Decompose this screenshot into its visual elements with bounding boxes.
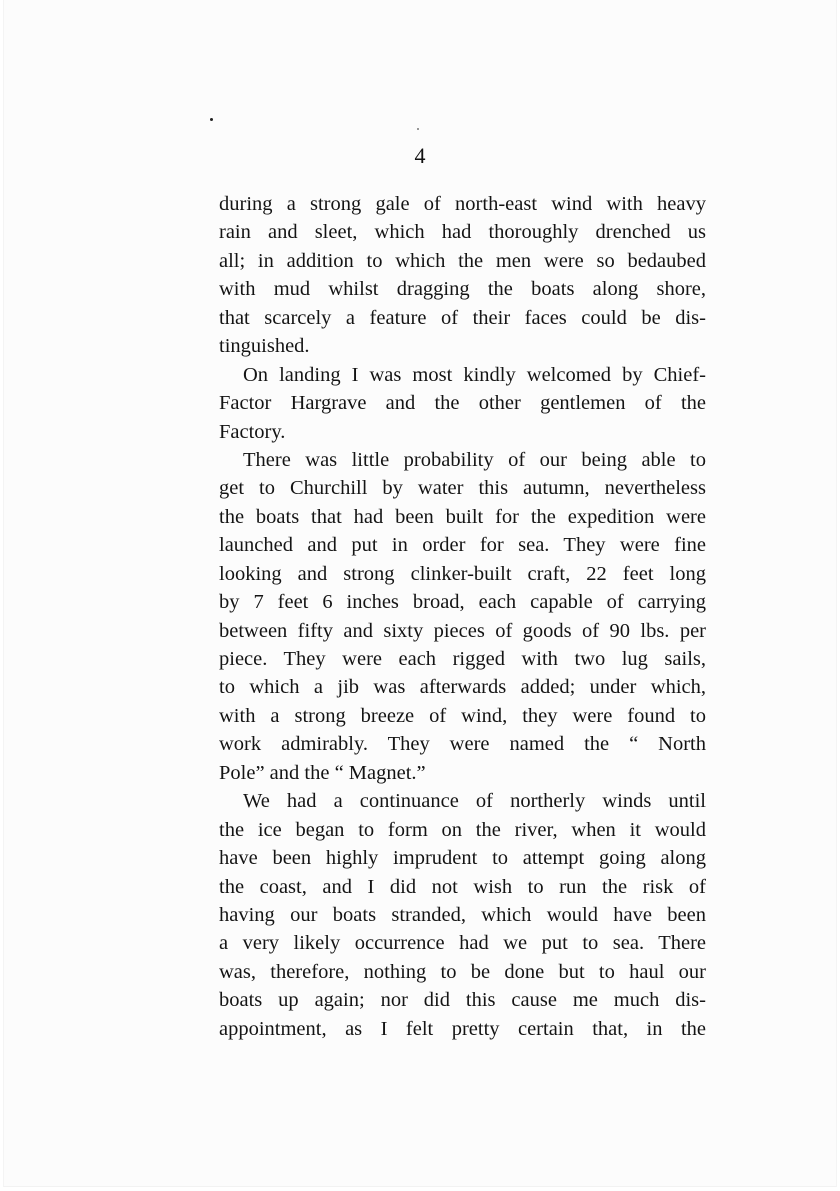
text-line: Factor Hargrave and the other gentlemen of the — [219, 392, 706, 415]
text-line: looking and strong clinker-built craft, 22 feet long — [219, 562, 706, 585]
text-line: having our boats stranded, which would have been — [219, 903, 706, 926]
text-line: rain and sleet, which had thoroughly drenched us — [219, 221, 706, 244]
text-line: There was little probability of our being able to — [243, 448, 706, 471]
scan-speck — [417, 128, 419, 130]
text-line: Factory. — [219, 420, 286, 443]
scan-speck — [210, 118, 213, 121]
text-line: Pole” and the “ Magnet.” — [219, 761, 426, 784]
text-line: was, therefore, nothing to be done but to haul our — [219, 960, 706, 983]
text-line: tinguished. — [219, 335, 310, 358]
text-line: by 7 feet 6 inches broad, each capable of carrying — [219, 591, 706, 614]
text-line: We had a continuance of northerly winds until — [243, 790, 706, 813]
paragraph — [219, 361, 706, 446]
text-line: launched and put in order for sea. They were fine — [219, 534, 706, 557]
text-line: during a strong gale of north-east wind with heavy — [219, 193, 706, 215]
text-line: appointment, as I felt pretty certain that, in the — [219, 1017, 706, 1040]
text-line: to which a jib was afterwards added; under which, — [219, 676, 706, 699]
text-line: get to Churchill by water this autumn, nevertheless — [219, 477, 706, 500]
text-line: have been highly imprudent to attempt going along — [219, 847, 706, 870]
text-line: all; in addition to which the men were so bedaubed — [219, 249, 706, 272]
paragraph — [219, 446, 706, 787]
text-line: piece. They were each rigged with two lug sails, — [219, 648, 706, 670]
text-line: between fifty and sixty pieces of goods of 90 lbs. per — [219, 619, 706, 642]
text-line: work admirably. They were named the “ North — [219, 733, 706, 756]
text-line: the boats that had been built for the expedition were — [219, 505, 706, 528]
text-line: the coast, and I did not wish to run the risk of — [219, 875, 706, 898]
body-text — [219, 190, 706, 1043]
text-line: On landing I was most kindly welcomed by Chief- — [243, 363, 706, 386]
text-line: with a strong breeze of wind, they were found to — [219, 704, 706, 727]
text-line: boats up again; nor did this cause me much dis- — [219, 989, 706, 1012]
page-number: 4 — [414, 143, 426, 168]
text-line: that scarcely a feature of their faces could be dis- — [219, 306, 706, 329]
paragraph — [219, 190, 706, 361]
text-line: with mud whilst dragging the boats along shore, — [219, 278, 706, 301]
paragraph — [219, 787, 706, 1043]
text-line: a very likely occurrence had we put to sea. There — [219, 932, 706, 955]
text-line: the ice began to form on the river, when it would — [219, 818, 706, 841]
